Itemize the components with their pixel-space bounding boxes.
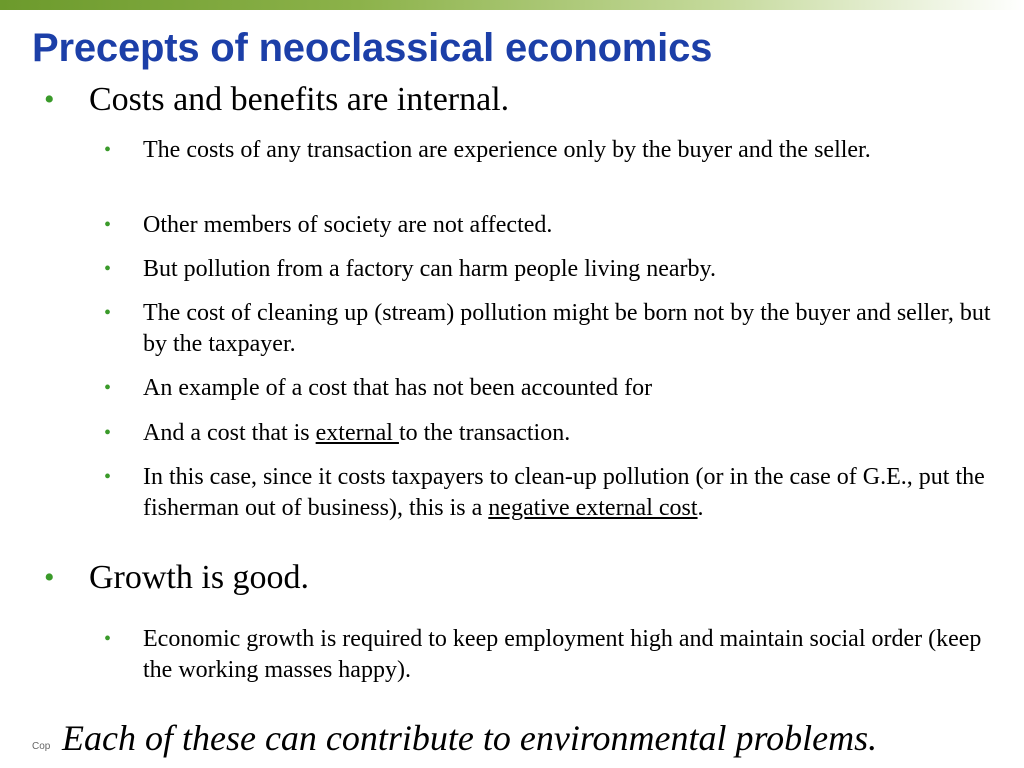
sub-bullet-text (143, 418, 1004, 449)
sub-bullet-text: Economic growth is required to keep employment high and maintain social order (keep the working masses happy). (143, 626, 982, 683)
bullet-marker: • (104, 258, 112, 280)
sub-bullet-negative-cost (104, 462, 1004, 524)
sub-bullet-text: The cost of cleaning up (stream) pollution might be born not by the buyer and seller, but by the taxpayer. (143, 300, 991, 357)
footer-note: Each of these can contribute to environmental problems. (62, 718, 878, 758)
sub-bullet (104, 254, 1004, 285)
sub-bullet (104, 210, 1004, 241)
sub-bullet (104, 624, 1004, 686)
copyright-footer: Cop (32, 741, 51, 752)
bullet-marker: • (104, 466, 112, 488)
text-segment: . (697, 495, 704, 521)
sub-bullet-external (104, 418, 1004, 449)
sub-bullet-text (143, 462, 1004, 524)
text-segment: And a cost that is (143, 420, 316, 446)
bullet-marker: • (104, 214, 112, 236)
bullet-marker: • (44, 561, 55, 594)
bullet-marker: • (44, 83, 55, 116)
sub-bullet (104, 135, 1004, 166)
underlined-term-negative-external-cost: negative external cost (488, 495, 698, 521)
bullet-marker: • (104, 628, 112, 650)
bullet-marker: • (104, 422, 112, 444)
sub-bullet-text: Other members of society are not affected. (143, 212, 553, 238)
sub-bullet-text: The costs of any transaction are experience only by the buyer and the seller. (143, 137, 871, 163)
underlined-term-external: external (315, 420, 399, 446)
sub-bullet-text: An example of a cost that has not been accounted for (143, 375, 653, 401)
top-accent-bar (0, 0, 1024, 10)
bullet-marker: • (104, 139, 112, 161)
sub-bullet-text: But pollution from a factory can harm people living nearby. (143, 256, 716, 282)
heading-costs-benefits: Costs and benefits are internal. (89, 81, 510, 118)
slide-title: Precepts of neoclassical economics (32, 26, 713, 70)
sub-bullet (104, 298, 1004, 360)
heading-growth: Growth is good. (89, 559, 310, 596)
sub-bullet (104, 373, 1004, 404)
bullet-marker: • (104, 377, 112, 399)
text-segment: In this case, since it costs taxpayers to clean-up pollution (or in the case of G.E., put the fisherman out of business), this is a (143, 464, 985, 521)
text-segment: to the transaction. (398, 420, 571, 446)
bullet-marker: • (104, 302, 112, 324)
